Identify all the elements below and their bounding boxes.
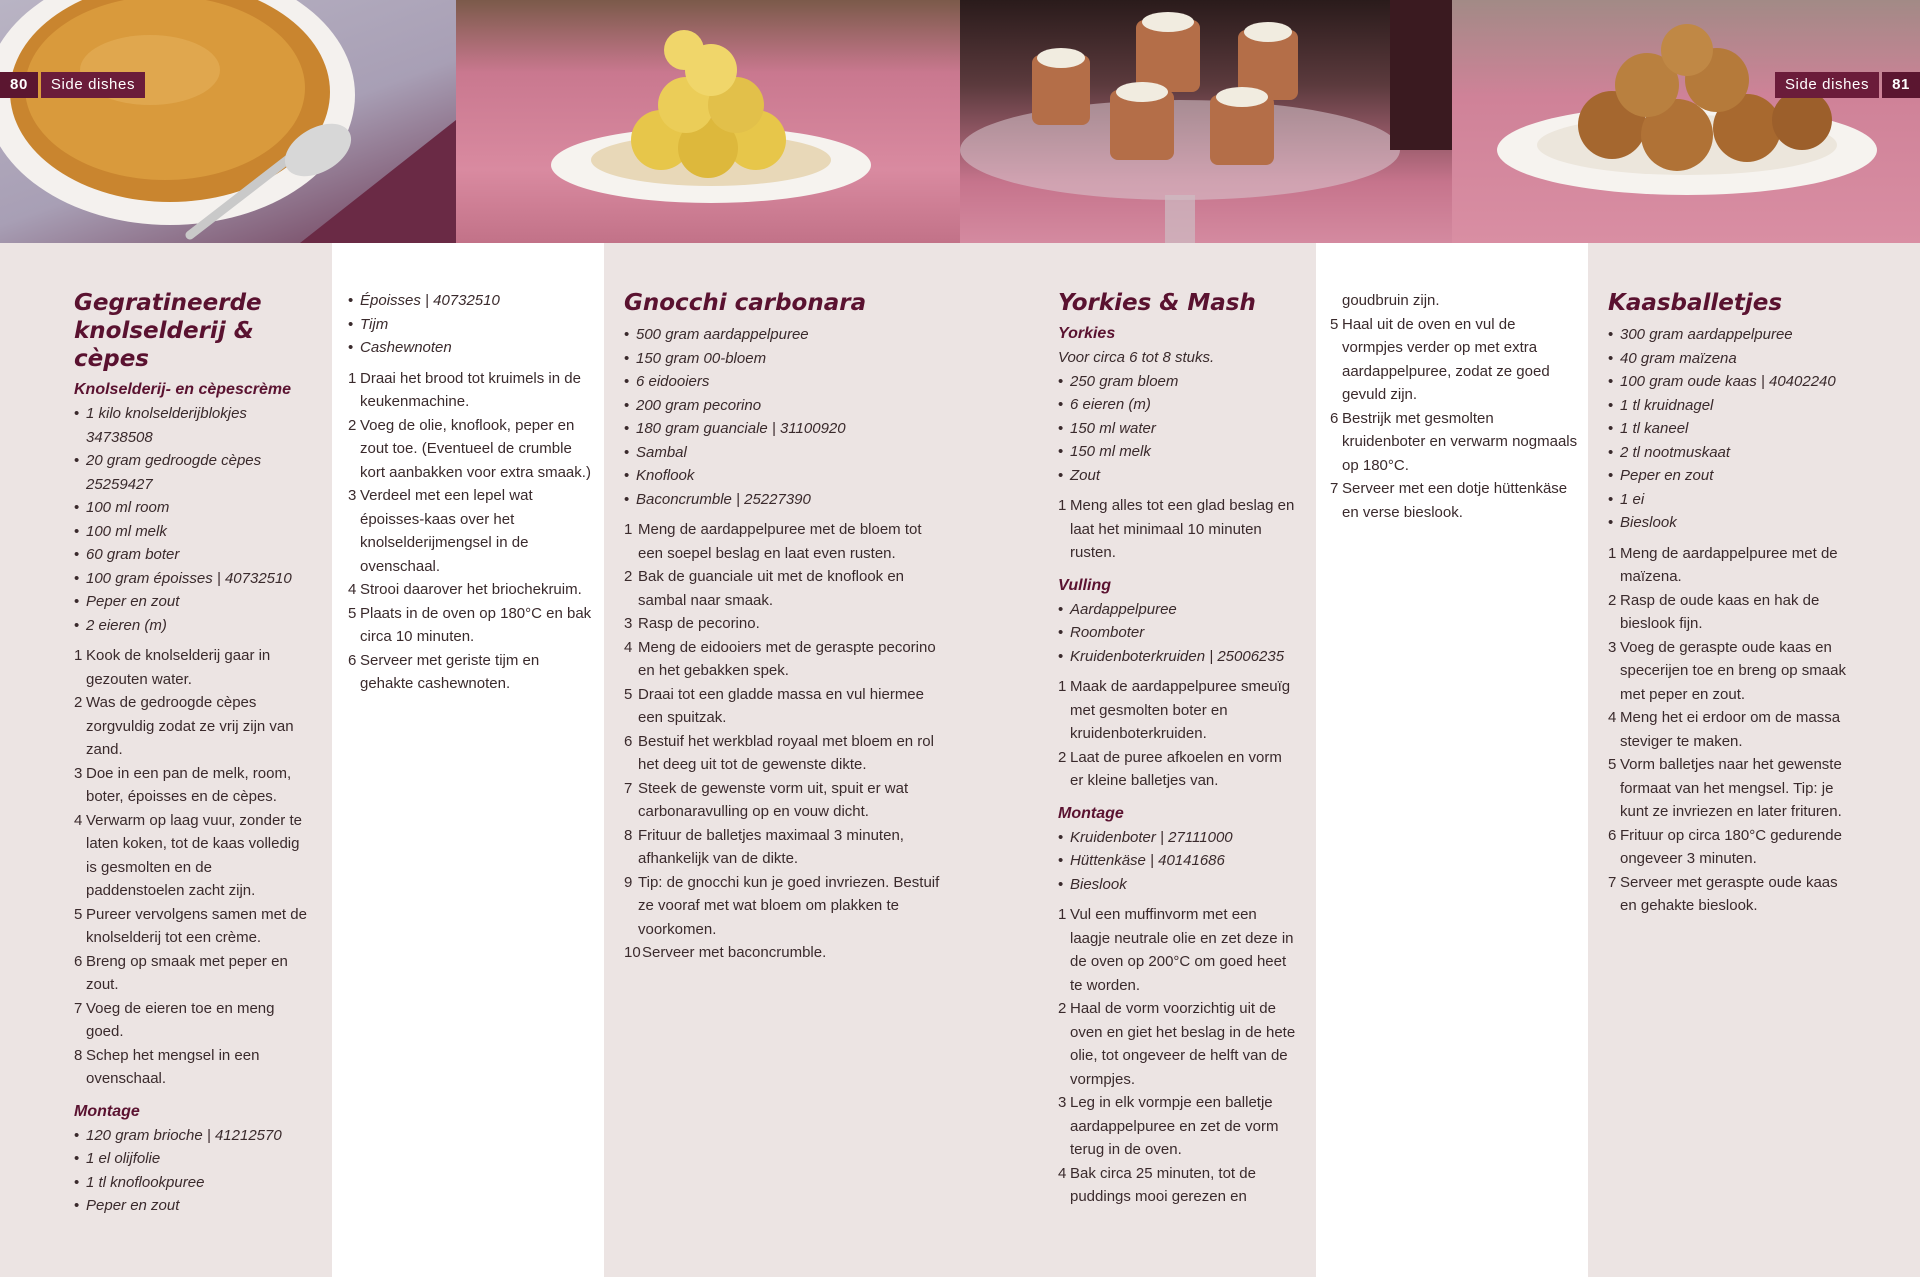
photo-gnocchi [456,0,960,243]
step: 2 Laat de puree afkoelen en vorm er kleine balletjes van. [1058,748,1282,789]
ingredient: • 6 eidooiers [624,370,940,394]
ingredient-list [624,323,940,511]
ingredient-list [1058,826,1298,897]
gnocchi-illustration [456,0,960,243]
step: 5 Vorm balletjes naar het gewenste formaat van het mengsel. Tip: je kunt ze invriezen en later frituren. [1608,756,1842,820]
ingredient: • Bieslook [1608,511,1858,535]
ingredient: • Peper en zout [74,590,314,614]
step: 1 Kook de knolselderij gaar in gezouten water. [74,647,271,688]
ingredient: • 20 gram gedroogde cèpes 25259427 [74,449,314,496]
ingredient: • Hüttenkäse | 40141686 [1058,849,1298,873]
ingredient-list [1058,598,1298,669]
ingredient: • 40 gram maïzena [1608,347,1858,371]
step: 2 Bak de guanciale uit met de knoflook en sambal naar smaak. [624,568,905,609]
yield-note: Voor circa 6 tot 8 stuks. [1058,349,1215,366]
ingredient: • Tijm [348,313,592,337]
ingredient-list [74,402,314,637]
step: 6 Breng op smaak met peper en zout. [74,952,288,993]
kaasballetjes-illustration [1452,0,1920,243]
recipe-title: Gnocchi carbonara [624,290,867,316]
step-list [1058,494,1298,565]
ingredient: • 1 el olijfolie [74,1147,314,1171]
step: 4 Meng het ei erdoor om de massa steviger te maken. [1608,709,1841,750]
step: 7 Serveer met een dotje hüttenkäse en verse bieslook. [1330,480,1568,521]
column-gnocchi [604,243,960,1277]
step: 4 Strooi daarover het briochekruim. [348,581,582,598]
step: 3 Voeg de geraspte oude kaas en specerijen toe en breng op smaak met peper en zout. [1608,638,1846,703]
step: 3 Rasp de pecorino. [624,615,760,632]
step-list [1330,313,1580,525]
ingredient: • 1 tl knoflookpuree [74,1171,314,1195]
step: 5 Pureer vervolgens samen met de knolselderij tot een crème. [74,905,307,946]
step: 1 Meng alles tot een glad beslag en laat het minimaal 10 minuten rusten. [1058,497,1295,561]
step: 2 Haal de vorm voorzichtig uit de oven en giet het beslag in de hete olie, tot ongeveer de helft van de vormpjes. [1058,1000,1296,1088]
column-gratin-2 [332,243,604,1277]
section-heading: Knolselderij- en cèpescrème [74,381,291,398]
step: 1 Meng de aardappelpuree met de maïzena. [1608,544,1838,585]
ingredient: • 150 ml water [1058,417,1298,441]
step: 3 Verdeel met een lepel wat époisses-kaas over het knolselderijmengsel in de ovenschaal. [348,487,533,575]
step: 6 Bestuif het werkblad royaal met bloem en rol het deeg uit tot de gewenste dikte. [624,732,934,773]
ingredient: • 1 kilo knolselderijblokjes 34738508 [74,402,314,449]
step: 3 Leg in elk vormpje een balletje aardappelpuree en zet de vorm terug in de oven. [1058,1094,1279,1158]
ingredient: • 60 gram boter [74,543,314,567]
step: 1 Maak de aardappelpuree smeuïg met gesmolten boter en kruidenboterkruiden. [1058,678,1291,742]
section-heading: Montage [1058,804,1124,822]
ingredient: • 1 tl kaneel [1608,417,1858,441]
section-label: Side dishes [41,72,145,98]
step: 8 Frituur de balletjes maximaal 3 minuten, afhankelijk van de dikte. [624,826,904,867]
page-tab-right [1772,72,1920,98]
step: 1 Draai het brood tot kruimels in de keukenmachine. [348,369,581,410]
ingredient: • 150 ml melk [1058,440,1298,464]
step: 7 Serveer met geraspte oude kaas en gehakte bieslook. [1608,873,1838,914]
step: 1 Meng de aardappelpuree met de bloem tot een soepel beslag en laat even rusten. [624,521,922,562]
ingredient: • 100 ml melk [74,520,314,544]
step: 5 Haal uit de oven en vul de vormpjes verder op met extra aardappelpuree, zodat ze goed gevuld zijn. [1330,315,1550,403]
ingredient: • Baconcrumble | 25227390 [624,488,940,512]
page-number: 81 [1882,72,1920,98]
ingredient: • 6 eieren (m) [1058,393,1298,417]
photo-strip [0,0,1920,243]
page-number: 80 [0,72,38,98]
step: 7 Steek de gewenste vorm uit, spuit er wat carbonaravulling op en vouw dicht. [624,779,909,820]
section-label: Side dishes [1775,72,1879,98]
step-list [74,644,314,1091]
ingredient: • Knoflook [624,464,940,488]
ingredient: • Roomboter [1058,621,1298,645]
step: 6 Bestrijk met gesmolten kruidenboter en verwarm nogmaals op 180°C. [1330,409,1578,474]
step: 2 Rasp de oude kaas en hak de bieslook fijn. [1608,591,1820,632]
ingredient-list [1608,323,1858,535]
ingredient-list [348,289,592,360]
section-heading: Yorkies [1058,325,1116,342]
gratin-illustration [0,0,456,243]
step: 5 Plaats in de oven op 180°C en bak circa 10 minuten. [348,604,592,645]
step: 6 Frituur op circa 180°C gedurende ongeveer 3 minuten. [1608,826,1842,867]
step-list [624,518,940,965]
recipe-title: Yorkies & Mash [1058,290,1256,316]
ingredient: • 1 tl kruidnagel [1608,394,1858,418]
ingredient: • 180 gram guanciale | 31100920 [624,417,940,441]
step: 7 Voeg de eieren toe en meng goed. [74,999,275,1040]
ingredient: • 150 gram 00-bloem [624,347,940,371]
ingredient: • Zout [1058,464,1298,488]
photo-yorkies [960,0,1452,243]
ingredient: • 500 gram aardappelpuree [624,323,940,347]
column-yorkies-2 [1316,243,1588,1277]
section-heading: Vulling [1058,576,1112,594]
ingredient: • 120 gram brioche | 41212570 [74,1124,314,1148]
step-list [348,367,592,696]
step: 2 Voeg de olie, knoflook, peper en zout toe. (Eventueel de crumble kort aanbakken voor extra smaak.) [348,416,591,481]
step: 10 Serveer met baconcrumble. [624,944,827,961]
step-continuation: goudbruin zijn. [1342,292,1440,309]
step: 2 Was de gedroogde cèpes zorgvuldig zodat ze vrij zijn van zand. [74,694,294,758]
ingredient: • 300 gram aardappelpuree [1608,323,1858,347]
ingredient: • Kruidenboterkruiden | 25006235 [1058,645,1298,669]
ingredient: • Peper en zout [1608,464,1858,488]
column-yorkies-1 [960,243,1316,1277]
ingredient: • Bieslook [1058,873,1298,897]
page-tab-left [0,72,148,98]
step: 1 Vul een muffinvorm met een laagje neutrale olie en zet deze in de oven op 200°C om goed heet te worden. [1058,906,1294,994]
column-gratin-1 [0,243,332,1277]
step: 9 Tip: de gnocchi kun je goed invriezen. Bestuif ze vooraf met wat bloem om plakken te voorkomen. [624,873,940,938]
ingredient: • Sambal [624,441,940,465]
ingredient: • Cashewnoten [348,336,592,360]
ingredient: • 100 gram époisses | 40732510 [74,567,314,591]
step: 6 Serveer met geriste tijm en gehakte cashewnoten. [348,651,540,692]
step-list [1608,542,1858,918]
ingredient: • 2 tl nootmuskaat [1608,441,1858,465]
section-heading: Montage [74,1102,140,1120]
column-kaasballetjes [1588,243,1920,1277]
recipe-title: Kaasballetjes [1608,290,1783,316]
step-list [1058,903,1298,1209]
step: 4 Verwarm op laag vuur, zonder te laten koken, tot de kaas volledig is gesmolten en de paddenstoelen zacht zijn. [74,811,302,899]
photo-kaasballetjes [1452,0,1920,243]
ingredient: • 100 gram oude kaas | 40402240 [1608,370,1858,394]
step: 5 Draai tot een gladde massa en vul hiermee een spuitzak. [624,685,924,726]
ingredient: • Époisses | 40732510 [348,289,592,313]
step-list [1058,675,1298,793]
ingredient-list [74,1124,314,1218]
ingredient: • 100 ml room [74,496,314,520]
ingredient-list [1058,370,1298,488]
step: 4 Bak circa 25 minuten, tot de puddings mooi gerezen en [1058,1164,1256,1205]
ingredient: • 1 ei [1608,488,1858,512]
ingredient: • Kruidenboter | 27111000 [1058,826,1298,850]
step: 8 Schep het mengsel in een ovenschaal. [74,1046,260,1087]
ingredient: • 250 gram bloem [1058,370,1298,394]
ingredient: • Peper en zout [74,1194,314,1218]
photo-gratin [0,0,456,243]
step: 4 Meng de eidooiers met de geraspte pecorino en het gebakken spek. [624,638,936,679]
ingredient: • Aardappelpuree [1058,598,1298,622]
step: 3 Doe in een pan de melk, room, boter, époisses en de cèpes. [74,764,292,805]
ingredient: • 2 eieren (m) [74,614,314,638]
ingredient: • 200 gram pecorino [624,394,940,418]
yorkies-illustration [960,0,1452,243]
recipe-title: Gegratineerde knolselderij & cèpes [74,290,262,372]
